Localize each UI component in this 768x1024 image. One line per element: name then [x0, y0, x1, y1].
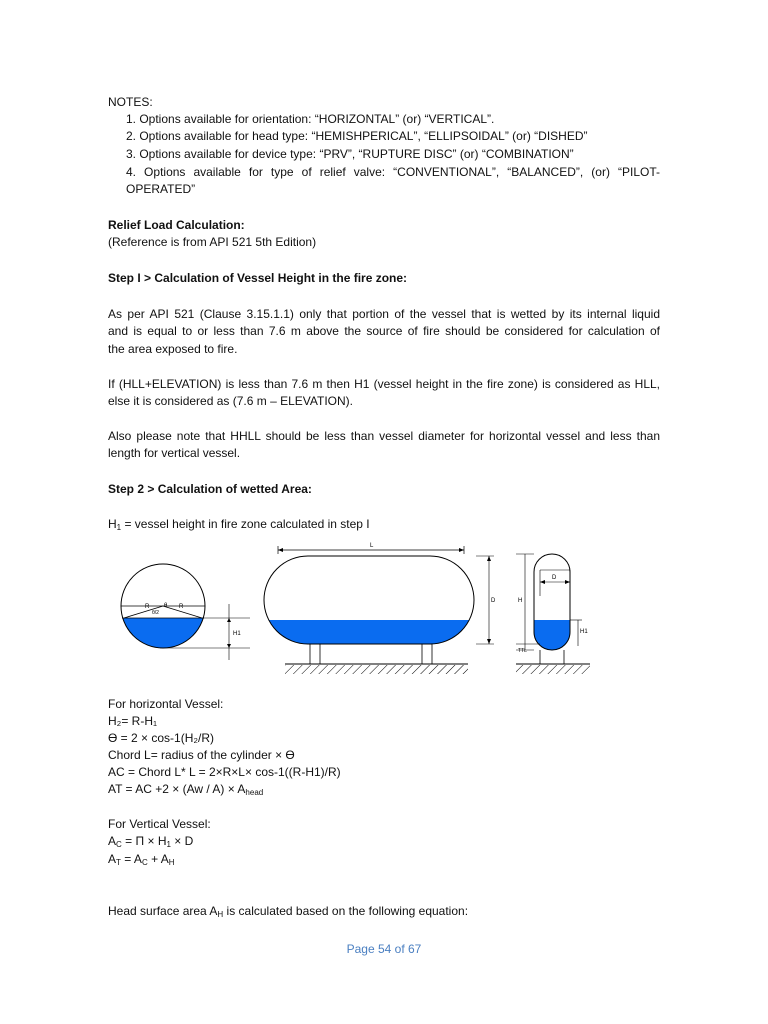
- half-theta-label: θ/2: [152, 610, 159, 616]
- note-item: OPERATED”: [126, 182, 196, 196]
- notes-heading: NOTES:: [108, 95, 153, 109]
- step1-paragraph-line: If (HLL+ELEVATION) is less than 7.6 m then H1 (vessel height in the fire zone) is considered as HLL,: [108, 377, 660, 391]
- step1-heading: Step I > Calculation of Vessel Height in the fire zone:: [108, 271, 408, 285]
- circle-section: [100, 564, 250, 660]
- vertical-equation: $A_C = \Pi \times H_1 \times D$: [108, 834, 194, 849]
- horizontal-equation: AC = Chord L* L = 2×R×L× cos-1((R-H1)/R): [108, 765, 341, 779]
- vertical-heading: For Vertical Vessel:: [108, 817, 211, 831]
- r-right-label: R: [179, 604, 184, 610]
- h1-label-circle: H1: [233, 631, 241, 637]
- ttl-label: TTL: [518, 648, 527, 654]
- liquid-fill-vertical: [530, 620, 574, 654]
- horizontal-equation: Chord L= radius of the cylinder × Ɵ: [108, 748, 295, 762]
- vertical-diameter-label: D: [552, 575, 557, 581]
- h1-definition: $H_1$ = vessel height in fire zone calculated in step I: [108, 517, 370, 532]
- liquid-fill-horizontal: [260, 620, 480, 650]
- step1-paragraph-line: and is equal to or less than 7.6 m above the source of fire should be considered for calculation of: [108, 324, 660, 338]
- horizontal-equation: Ɵ = 2 × cos-1(H₂/R): [108, 731, 215, 745]
- note-item: 2. Options available for head type: “HEMISHPERICAL”, “ELLIPSOIDAL” (or) “DISHED”: [126, 129, 588, 143]
- length-label: L: [370, 543, 374, 549]
- relief-reference: (Reference is from API 521 5th Edition): [108, 235, 317, 249]
- vessel-diagram: [100, 536, 700, 684]
- diameter-label: D: [491, 598, 496, 604]
- head-surface-text: Head surface area $A_H$ is calculated based on the following equation:: [108, 904, 469, 919]
- step1-paragraph-line: Also please note that HHLL should be less than vessel diameter for horizontal vessel and less than: [108, 429, 660, 443]
- vertical-vessel: [516, 554, 590, 674]
- note-item: 1. Options available for orientation: “HORIZONTAL” (or) “VERTICAL”.: [126, 112, 495, 126]
- liquid-fill-circle: [100, 618, 230, 658]
- step1-paragraph-line: length for vertical vessel.: [108, 446, 241, 460]
- step1-paragraph-line: the area exposed to fire.: [108, 342, 238, 356]
- r-left-label: R: [145, 604, 150, 610]
- step2-heading: Step 2 > Calculation of wetted Area:: [108, 482, 312, 496]
- vertical-height-label: H: [518, 598, 523, 604]
- note-item: 4. Options available for type of relief valve: “CONVENTIONAL”, “BALANCED”, (or) “PILOT-: [126, 165, 660, 179]
- horizontal-equation: H₂= R-H₁: [108, 714, 158, 728]
- relief-heading: Relief Load Calculation:: [108, 218, 245, 232]
- horizontal-heading: For horizontal Vessel:: [108, 697, 224, 711]
- vertical-h1-label: H1: [580, 629, 588, 635]
- step1-paragraph-line: As per API 521 (Clause 3.15.1.1) only that portion of the vessel that is wetted by its internal liquid: [108, 307, 660, 321]
- vertical-equation: $A_T = A_C + A_H$: [108, 852, 175, 867]
- horizontal-vessel: [260, 543, 496, 674]
- horizontal-equation: AT = AC $+2 \times (Aw / A) \times A_{head}$: [108, 782, 264, 797]
- step1-paragraph-line: else it is considered as (7.6 m – ELEVATION).: [108, 394, 353, 408]
- page-number: Page 54 of 67: [346, 942, 422, 956]
- note-item: 3. Options available for device type: “PRV”, “RUPTURE DISC” (or) “COMBINATION”: [126, 147, 574, 161]
- theta-label: θ: [164, 603, 168, 609]
